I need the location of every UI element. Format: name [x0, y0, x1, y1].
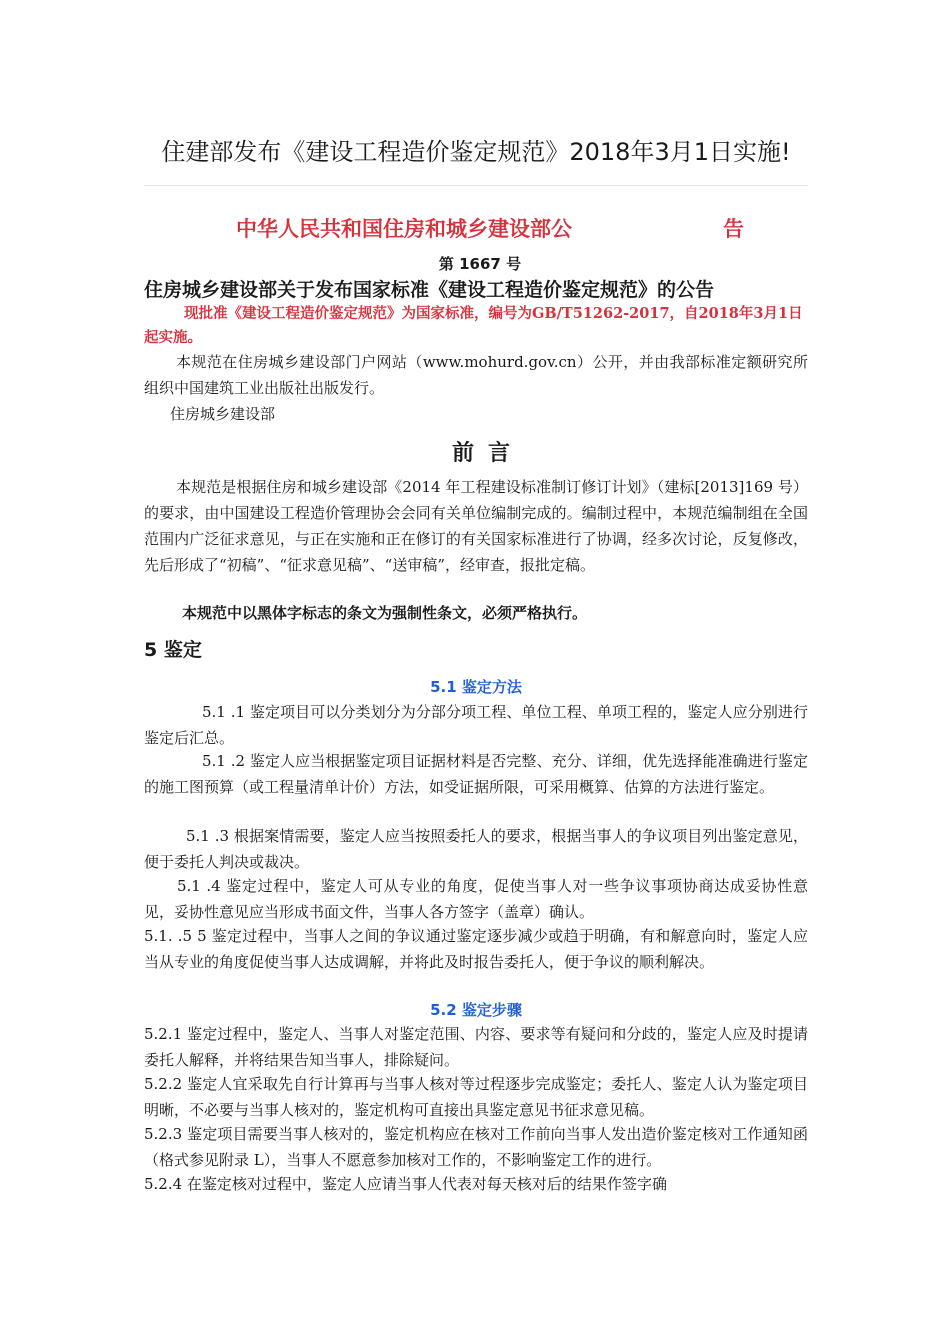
- notice-header-right: 告: [723, 217, 744, 241]
- page-title: 住建部发布《建设工程造价鉴定规范》2018年3月1日实施!: [161, 138, 791, 166]
- clause-5-2-2: 5.2.2 鉴定人宜采取先自行计算再与当事人核对等过程逐步完成鉴定；委托人、鉴定人认为鉴定项目明晰，不必要与当事人核对的，鉴定机构可直接出具鉴定意见书征求意见稿。: [144, 1075, 808, 1119]
- mandatory-note: 本规范中以黑体字标志的条文为强制性条文，必须严格执行。: [182, 604, 588, 622]
- notice-number: 第 1667 号: [438, 255, 522, 273]
- clause-5-1-4: 5.1 .4 鉴定过程中，鉴定人可从专业的角度，促使当事人对一些争议事项协商达成妥协性意见，妥协性意见应当形成书面文件，当事人各方签字（盖章）确认。: [144, 877, 808, 921]
- clause-5-2-3: 5.2.3 鉴定项目需要当事人核对的，鉴定机构应在核对工作前向当事人发出造价鉴定核对工作通知函（格式参见附录 L），当事人不愿意参加核对工作的，不影响鉴定工作的进行。: [144, 1125, 808, 1169]
- section-5-2-title: 5.2 鉴定步骤: [430, 1001, 522, 1019]
- notice-header: [236, 212, 748, 246]
- chapter-title: 5 鉴定: [144, 639, 202, 661]
- clause-5-1-3: 5.1 .3 根据案情需要，鉴定人应当按照委托人的要求，根据当事人的争议项目列出鉴定意见，便于委托人判决或裁决。: [144, 827, 808, 871]
- clause-5-1-2: 5.1 .2 鉴定人应当根据鉴定项目证据材料是否完整、充分、详细，优先选择能准确进行鉴定的施工图预算（或工程量清单计价）方法，如受证据所限，可采用概算、估算的方法进行鉴定。: [144, 752, 808, 796]
- clause-5-1-1: 5.1 .1 鉴定项目可以分类划分为分部分项工程、单位工程、单项工程的，鉴定人应分别进行鉴定后汇总。: [144, 703, 808, 747]
- signer: 住房城乡建设部: [170, 405, 276, 423]
- notice-subtitle: 住房城乡建设部关于发布国家标准《建设工程造价鉴定规范》的公告: [144, 279, 715, 301]
- clause-5-1-5: 5.1. .5 5 鉴定过程中，当事人之间的争议通过鉴定逐步减少或趋于明确，有和解意向时，鉴定人应当从专业的角度促使当事人达成调解，并将此及时报告委托人，便于争议的顺利解决。: [144, 927, 808, 971]
- preface-text: 本规范是根据住房和城乡建设部《2014 年工程建设标准制订修订计划》（建标[2013]169 号）的要求，由中国建设工程造价管理协会会同有关单位编制完成的。编制过程中，本规范编制组在全国范围内广泛征求意见，与正在实施和正在修订的有关国家标准进行了协调，经多次讨论，反复修改，先后形成了“初稿”、“征求意见稿”、“送审稿”，经审查，报批定稿。: [144, 478, 808, 574]
- publish-text: 本规范在住房城乡建设部门户网站（www.mohurd.gov.cn）公开，并由我部标准定额研究所组织中国建筑工业出版社出版发行。: [144, 353, 808, 397]
- section-5-1-title: 5.1 鉴定方法: [430, 678, 522, 696]
- clause-5-2-4: 5.2.4 在鉴定核对过程中，鉴定人应请当事人代表对每天核对后的结果作签字确: [144, 1175, 667, 1193]
- clause-5-2-1: 5.2.1 鉴定过程中，鉴定人、当事人对鉴定范围、内容、要求等有疑问和分歧的，鉴定人应及时提请委托人解释，并将结果告知当事人，排除疑问。: [144, 1025, 808, 1069]
- approval-text: 现批准《建设工程造价鉴定规范》为国家标准，编号为GB/T51262-2017，自2018年3月1日起实施。: [144, 305, 803, 346]
- preface-title: 前言: [451, 441, 524, 466]
- title-divider: [144, 185, 808, 186]
- notice-header-left: 中华人民共和国住房和城乡建设部公: [236, 217, 572, 241]
